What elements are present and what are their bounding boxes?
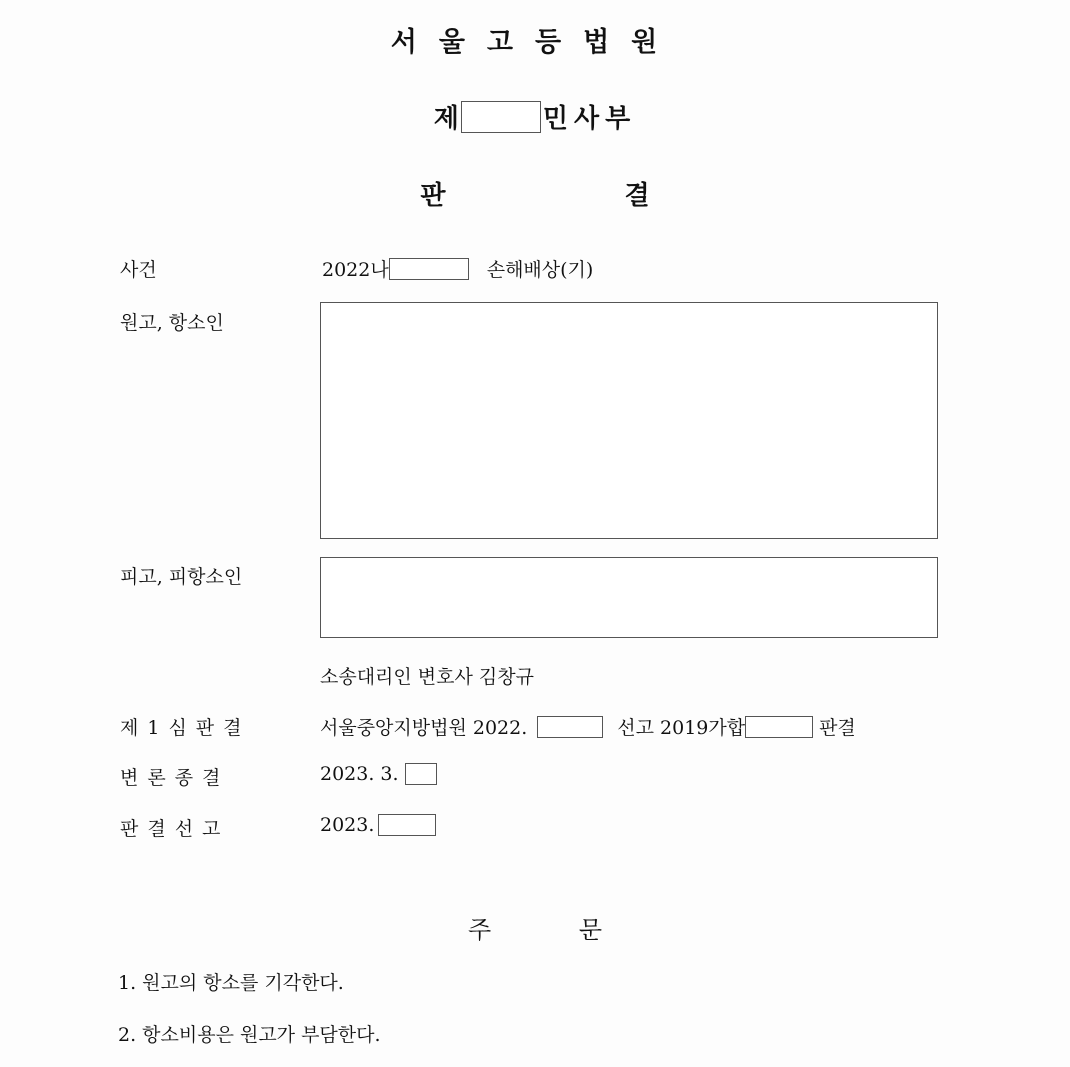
order-item: 1. 원고의 항소를 기각한다. xyxy=(118,972,344,994)
first-instance-suffix: 판결 xyxy=(819,717,856,739)
redacted-closing-argument-day xyxy=(405,763,437,785)
redacted-defendant-box xyxy=(320,557,938,638)
redacted-first-instance-date xyxy=(537,716,603,738)
judgment-date-value xyxy=(320,814,436,836)
first-instance-court-date: 서울중앙지방법원 2022. xyxy=(320,717,528,739)
court-name: 서울고등법원 xyxy=(390,27,680,58)
defendant-label: 피고, 피항소인 xyxy=(120,566,243,588)
redacted-division-number xyxy=(461,101,541,133)
first-instance-value xyxy=(320,713,856,740)
first-instance-label: 제1심판결 xyxy=(120,717,251,739)
document-title: 판 결 xyxy=(420,181,650,211)
defendant-attorney: 소송대리인 변호사 김창규 xyxy=(320,666,534,688)
redacted-plaintiff-box xyxy=(320,302,938,539)
case-number-prefix: 2022나 xyxy=(322,259,389,281)
case-name: 손해배상(기) xyxy=(486,259,594,281)
judgment-date-prefix: 2023. xyxy=(320,814,375,836)
closing-argument-label: 변론종결 xyxy=(120,767,230,789)
case-value xyxy=(322,255,593,282)
order-item: 2. 항소비용은 원고가 부담한다. xyxy=(118,1024,381,1046)
division-prefix: 제 xyxy=(433,104,459,134)
redacted-first-instance-number xyxy=(745,716,813,738)
division-suffix: 민사부 xyxy=(542,104,637,134)
judgment-date-label: 판결선고 xyxy=(120,818,230,840)
redacted-case-number xyxy=(389,258,469,280)
closing-argument-value xyxy=(320,763,437,785)
case-label-text: 사건 xyxy=(120,259,157,281)
order-title: 주 문 xyxy=(468,916,602,944)
closing-argument-date-prefix: 2023. 3. xyxy=(320,763,399,785)
first-instance-mid: 선고 2019가합 xyxy=(617,717,746,739)
case-label xyxy=(120,255,242,282)
plaintiff-label: 원고, 항소인 xyxy=(120,312,224,334)
division-heading xyxy=(0,98,1070,135)
redacted-judgment-date xyxy=(378,814,436,836)
